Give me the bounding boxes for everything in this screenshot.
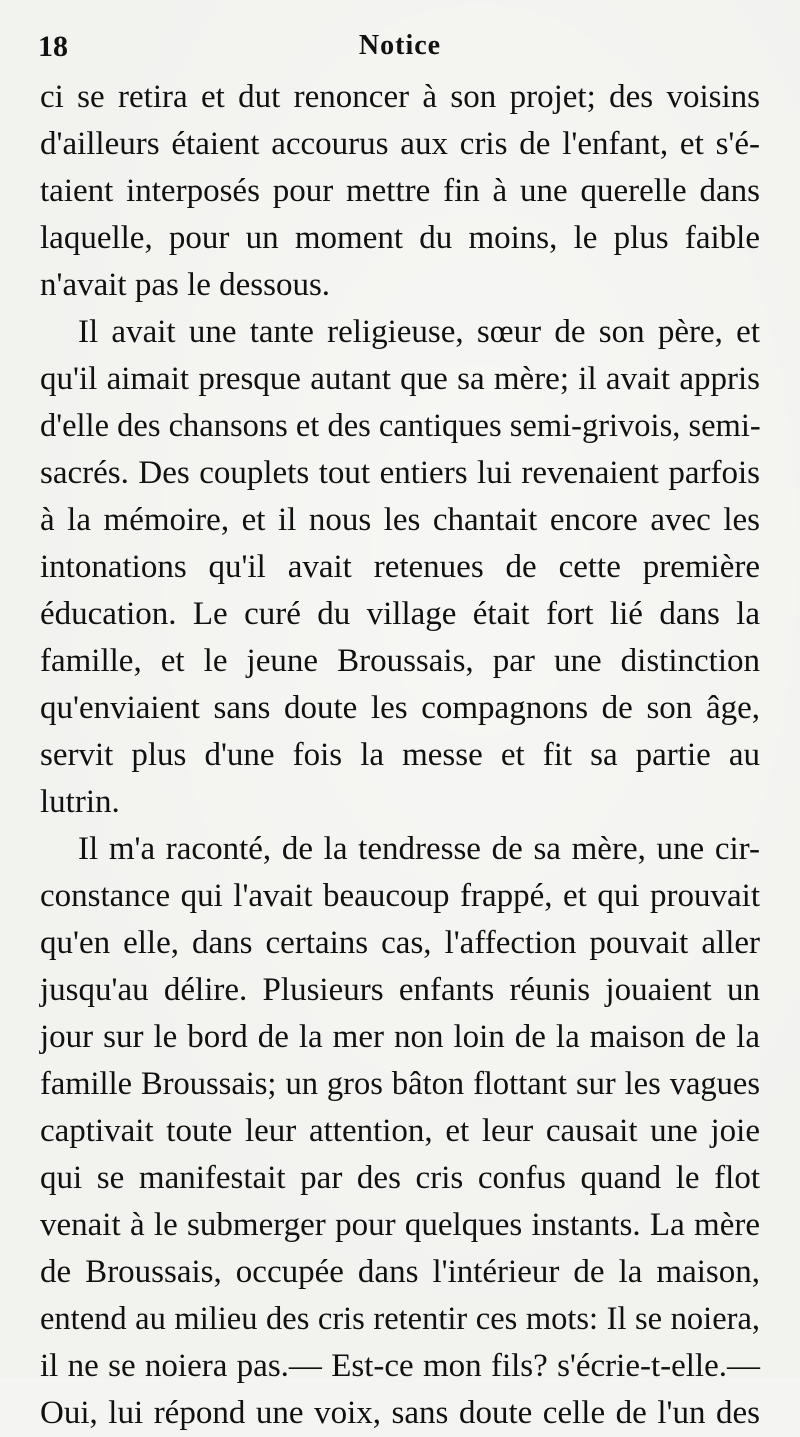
text-line: de Broussais, occupée dans l'intérieur de la maison, — [40, 1254, 760, 1290]
text-line: intonations qu'il avait retenues de cette première — [40, 549, 760, 585]
text-line: qu'il aimait presque autant que sa mère; il avait appris — [40, 361, 760, 397]
text-line: captivait toute leur attention, et leur causait une joie — [40, 1113, 760, 1149]
text-line: constance qui l'avait beaucoup frappé, et qui prouvait — [40, 878, 760, 914]
text-line: n'avait pas le dessous. — [40, 267, 331, 303]
text-line: laquelle, pour un moment du moins, le plus faible — [40, 220, 760, 256]
page-header — [38, 30, 762, 70]
text-line: qu'en elle, dans certains cas, l'affection pouvait aller — [40, 925, 760, 961]
text-line: à la mémoire, et il nous les chantait encore avec les — [40, 502, 760, 538]
text-line: d'ailleurs étaient accourus aux cris de l'enfant, et s'é- — [40, 126, 760, 162]
text-line: Oui, lui répond une voix, sans doute celle de l'un des — [40, 1395, 760, 1431]
text-line: sacrés. Des couplets tout entiers lui revenaient parfois — [40, 455, 760, 491]
text-line: jour sur le bord de la mer non loin de la maison de la — [40, 1019, 760, 1055]
text-line: venait à le submerger pour quelques instants. La mère — [40, 1207, 760, 1243]
text-line: entend au milieu des cris retentir ces mots: Il se noiera, — [40, 1301, 760, 1337]
text-line: éducation. Le curé du village était fort lié dans la — [40, 596, 760, 632]
text-line: Il avait une tante religieuse, sœur de son père, et — [78, 314, 760, 350]
running-head: Notice — [358, 30, 442, 61]
text-line: qui se manifestait par des cris confus quand le flot — [40, 1160, 760, 1196]
text-line: qu'enviaient sans doute les compagnons de son âge, — [40, 690, 760, 726]
text-line: ci se retira et dut renoncer à son projet; des voisins — [40, 79, 760, 115]
text-line: jusqu'au délire. Plusieurs enfants réunis jouaient un — [40, 972, 760, 1008]
text-line: famille Broussais; un gros bâton flottant sur les vagues — [40, 1066, 760, 1102]
body-text — [40, 74, 760, 1437]
text-line: il ne se noiera pas.— Est-ce mon fils? s'écrie-t-elle.— — [40, 1348, 760, 1384]
text-line: Il m'a raconté, de la tendresse de sa mère, une cir- — [78, 831, 760, 867]
text-line: taient interposés pour mettre fin à une querelle dans — [40, 173, 760, 209]
text-line: d'elle des chansons et des cantiques semi-grivois, semi- — [40, 408, 761, 444]
text-line: famille, et le jeune Broussais, par une distinction — [40, 643, 760, 679]
page-number: 18 — [38, 30, 68, 63]
text-line: lutrin. — [40, 784, 120, 820]
text-line: servit plus d'une fois la messe et fit sa partie au — [40, 737, 760, 773]
